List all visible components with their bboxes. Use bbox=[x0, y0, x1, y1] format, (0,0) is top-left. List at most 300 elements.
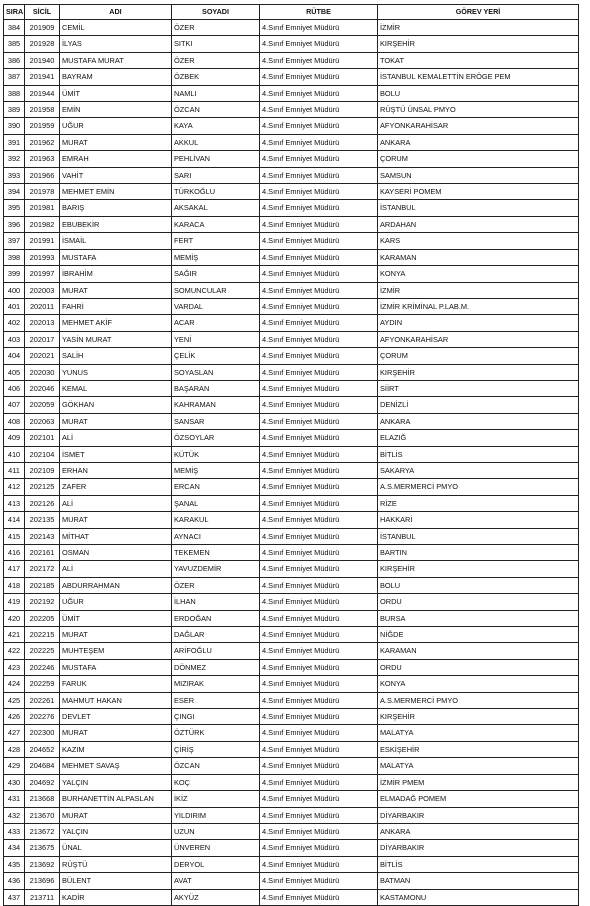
sira-cell: 420 bbox=[4, 610, 25, 626]
header-soyadi: SOYADI bbox=[172, 5, 260, 20]
sira-cell: 397 bbox=[4, 233, 25, 249]
gorev-yeri-cell: TOKAT bbox=[378, 52, 579, 68]
gorev-yeri-cell: İSTANBUL KEMALETTİN ERÖGE PEM bbox=[378, 69, 579, 85]
sicil-cell: 201958 bbox=[25, 102, 60, 118]
sira-cell: 437 bbox=[4, 889, 25, 905]
table-row bbox=[4, 380, 579, 396]
gorev-yeri-cell: DİYARBAKIR bbox=[378, 807, 579, 823]
sicil-cell: 202046 bbox=[25, 380, 60, 396]
table-row bbox=[4, 184, 579, 200]
table-row bbox=[4, 413, 579, 429]
soyadi-cell: DERYOL bbox=[172, 856, 260, 872]
adi-cell: GÖKHAN bbox=[60, 397, 172, 413]
rutbe-cell: 4.Sınıf Emniyet Müdürü bbox=[260, 315, 378, 331]
soyadi-cell: ÇINGI bbox=[172, 709, 260, 725]
table-row bbox=[4, 643, 579, 659]
soyadi-cell: AKSAKAL bbox=[172, 200, 260, 216]
adi-cell: MURAT bbox=[60, 413, 172, 429]
sicil-cell: 201997 bbox=[25, 266, 60, 282]
soyadi-cell: AVAT bbox=[172, 873, 260, 889]
soyadi-cell: DAĞLAR bbox=[172, 627, 260, 643]
table-row bbox=[4, 233, 579, 249]
sicil-cell: 202017 bbox=[25, 331, 60, 347]
gorev-yeri-cell: ANKARA bbox=[378, 823, 579, 839]
adi-cell: MURAT bbox=[60, 725, 172, 741]
rutbe-cell: 4.Sınıf Emniyet Müdürü bbox=[260, 249, 378, 265]
table-row bbox=[4, 462, 579, 478]
rutbe-cell: 4.Sınıf Emniyet Müdürü bbox=[260, 495, 378, 511]
table-row bbox=[4, 495, 579, 511]
adi-cell: İSMET bbox=[60, 446, 172, 462]
adi-cell: BARIŞ bbox=[60, 200, 172, 216]
soyadi-cell: ACAR bbox=[172, 315, 260, 331]
sira-cell: 410 bbox=[4, 446, 25, 462]
gorev-yeri-cell: ANKARA bbox=[378, 413, 579, 429]
sicil-cell: 201909 bbox=[25, 20, 60, 36]
sira-cell: 389 bbox=[4, 102, 25, 118]
rutbe-cell: 4.Sınıf Emniyet Müdürü bbox=[260, 462, 378, 478]
table-row bbox=[4, 20, 579, 36]
adi-cell: MURAT bbox=[60, 627, 172, 643]
sicil-cell: 201928 bbox=[25, 36, 60, 52]
rutbe-cell: 4.Sınıf Emniyet Müdürü bbox=[260, 102, 378, 118]
adi-cell: EBUBEKİR bbox=[60, 216, 172, 232]
sicil-cell: 202259 bbox=[25, 676, 60, 692]
adi-cell: MURAT bbox=[60, 807, 172, 823]
sicil-cell: 202225 bbox=[25, 643, 60, 659]
gorev-yeri-cell: ORDU bbox=[378, 594, 579, 610]
soyadi-cell: NAMLI bbox=[172, 85, 260, 101]
sicil-cell: 202161 bbox=[25, 545, 60, 561]
gorev-yeri-cell: AFYONKARAHİSAR bbox=[378, 331, 579, 347]
soyadi-cell: ÖZCAN bbox=[172, 102, 260, 118]
rutbe-cell: 4.Sınıf Emniyet Müdürü bbox=[260, 36, 378, 52]
sicil-cell: 201981 bbox=[25, 200, 60, 216]
table-row bbox=[4, 512, 579, 528]
table-row bbox=[4, 397, 579, 413]
sira-cell: 408 bbox=[4, 413, 25, 429]
soyadi-cell: SITKI bbox=[172, 36, 260, 52]
sicil-cell: 202059 bbox=[25, 397, 60, 413]
sicil-cell: 213668 bbox=[25, 791, 60, 807]
gorev-yeri-cell: ELAZIĞ bbox=[378, 430, 579, 446]
sira-cell: 409 bbox=[4, 430, 25, 446]
table-row bbox=[4, 528, 579, 544]
sicil-cell: 202261 bbox=[25, 692, 60, 708]
sira-cell: 401 bbox=[4, 298, 25, 314]
soyadi-cell: PEHLİVAN bbox=[172, 151, 260, 167]
soyadi-cell: TÜRKOĞLU bbox=[172, 184, 260, 200]
gorev-yeri-cell: DENİZLİ bbox=[378, 397, 579, 413]
rutbe-cell: 4.Sınıf Emniyet Müdürü bbox=[260, 758, 378, 774]
gorev-yeri-cell: BİTLİS bbox=[378, 856, 579, 872]
soyadi-cell: SARI bbox=[172, 167, 260, 183]
table-row bbox=[4, 167, 579, 183]
adi-cell: DEVLET bbox=[60, 709, 172, 725]
sira-cell: 428 bbox=[4, 741, 25, 757]
sira-cell: 423 bbox=[4, 659, 25, 675]
gorev-yeri-cell: A.S.MERMERCİ PMYO bbox=[378, 692, 579, 708]
rutbe-cell: 4.Sınıf Emniyet Müdürü bbox=[260, 545, 378, 561]
table-row bbox=[4, 823, 579, 839]
adi-cell: MURAT bbox=[60, 282, 172, 298]
gorev-yeri-cell: ÇORUM bbox=[378, 151, 579, 167]
sira-cell: 400 bbox=[4, 282, 25, 298]
adi-cell: VAHİT bbox=[60, 167, 172, 183]
gorev-yeri-cell: ESKİŞEHİR bbox=[378, 741, 579, 757]
gorev-yeri-cell: DİYARBAKIR bbox=[378, 840, 579, 856]
adi-cell: ABDURRAHMAN bbox=[60, 577, 172, 593]
table-row bbox=[4, 840, 579, 856]
sicil-cell: 213711 bbox=[25, 889, 60, 905]
sira-cell: 422 bbox=[4, 643, 25, 659]
adi-cell: MEHMET EMİN bbox=[60, 184, 172, 200]
sicil-cell: 202021 bbox=[25, 348, 60, 364]
rutbe-cell: 4.Sınıf Emniyet Müdürü bbox=[260, 348, 378, 364]
adi-cell: ALİ bbox=[60, 430, 172, 446]
table-row bbox=[4, 69, 579, 85]
gorev-yeri-cell: KIRŞEHİR bbox=[378, 364, 579, 380]
sicil-cell: 202030 bbox=[25, 364, 60, 380]
soyadi-cell: KAYA bbox=[172, 118, 260, 134]
sicil-cell: 201959 bbox=[25, 118, 60, 134]
sira-cell: 385 bbox=[4, 36, 25, 52]
soyadi-cell: UZUN bbox=[172, 823, 260, 839]
rutbe-cell: 4.Sınıf Emniyet Müdürü bbox=[260, 823, 378, 839]
soyadi-cell: BAŞARAN bbox=[172, 380, 260, 396]
header-sira: SIRA bbox=[4, 5, 25, 20]
rutbe-cell: 4.Sınıf Emniyet Müdürü bbox=[260, 413, 378, 429]
sicil-cell: 201966 bbox=[25, 167, 60, 183]
rutbe-cell: 4.Sınıf Emniyet Müdürü bbox=[260, 118, 378, 134]
gorev-yeri-cell: SAKARYA bbox=[378, 462, 579, 478]
table-row bbox=[4, 807, 579, 823]
gorev-yeri-cell: BARTIN bbox=[378, 545, 579, 561]
sira-cell: 399 bbox=[4, 266, 25, 282]
soyadi-cell: ÖZCAN bbox=[172, 758, 260, 774]
table-row bbox=[4, 36, 579, 52]
adi-cell: MURAT bbox=[60, 134, 172, 150]
rutbe-cell: 4.Sınıf Emniyet Müdürü bbox=[260, 873, 378, 889]
rutbe-cell: 4.Sınıf Emniyet Müdürü bbox=[260, 134, 378, 150]
rutbe-cell: 4.Sınıf Emniyet Müdürü bbox=[260, 807, 378, 823]
table-row bbox=[4, 200, 579, 216]
sira-cell: 419 bbox=[4, 594, 25, 610]
header-adi: ADI bbox=[60, 5, 172, 20]
table-row bbox=[4, 266, 579, 282]
adi-cell: MAHMUT HAKAN bbox=[60, 692, 172, 708]
rutbe-cell: 4.Sınıf Emniyet Müdürü bbox=[260, 364, 378, 380]
soyadi-cell: ÖZER bbox=[172, 20, 260, 36]
gorev-yeri-cell: KARAMAN bbox=[378, 643, 579, 659]
adi-cell: ALİ bbox=[60, 561, 172, 577]
adi-cell: YASİN MURAT bbox=[60, 331, 172, 347]
rutbe-cell: 4.Sınıf Emniyet Müdürü bbox=[260, 479, 378, 495]
sicil-cell: 201978 bbox=[25, 184, 60, 200]
header-rutbe: RÜTBE bbox=[260, 5, 378, 20]
sira-cell: 415 bbox=[4, 528, 25, 544]
rutbe-cell: 4.Sınıf Emniyet Müdürü bbox=[260, 889, 378, 905]
rutbe-cell: 4.Sınıf Emniyet Müdürü bbox=[260, 446, 378, 462]
rutbe-cell: 4.Sınıf Emniyet Müdürü bbox=[260, 331, 378, 347]
sicil-cell: 213675 bbox=[25, 840, 60, 856]
sicil-cell: 202125 bbox=[25, 479, 60, 495]
soyadi-cell: MEMİŞ bbox=[172, 462, 260, 478]
adi-cell: ZAFER bbox=[60, 479, 172, 495]
soyadi-cell: SOYASLAN bbox=[172, 364, 260, 380]
adi-cell: ÜMİT bbox=[60, 85, 172, 101]
sicil-cell: 202276 bbox=[25, 709, 60, 725]
sira-cell: 392 bbox=[4, 151, 25, 167]
adi-cell: FAHRİ bbox=[60, 298, 172, 314]
gorev-yeri-cell: BİTLİS bbox=[378, 446, 579, 462]
soyadi-cell: KARAKUL bbox=[172, 512, 260, 528]
table-row bbox=[4, 282, 579, 298]
soyadi-cell: KAHRAMAN bbox=[172, 397, 260, 413]
rutbe-cell: 4.Sınıf Emniyet Müdürü bbox=[260, 200, 378, 216]
sicil-cell: 202172 bbox=[25, 561, 60, 577]
adi-cell: İLYAS bbox=[60, 36, 172, 52]
table-row bbox=[4, 676, 579, 692]
soyadi-cell: ARİFOĞLU bbox=[172, 643, 260, 659]
sira-cell: 417 bbox=[4, 561, 25, 577]
soyadi-cell: KOÇ bbox=[172, 774, 260, 790]
sicil-cell: 202205 bbox=[25, 610, 60, 626]
table-row bbox=[4, 725, 579, 741]
adi-cell: ÜNAL bbox=[60, 840, 172, 856]
sira-cell: 404 bbox=[4, 348, 25, 364]
sicil-cell: 202300 bbox=[25, 725, 60, 741]
adi-cell: MEHMET AKİF bbox=[60, 315, 172, 331]
rutbe-cell: 4.Sınıf Emniyet Müdürü bbox=[260, 266, 378, 282]
table-row bbox=[4, 627, 579, 643]
adi-cell: ÜMİT bbox=[60, 610, 172, 626]
rutbe-cell: 4.Sınıf Emniyet Müdürü bbox=[260, 774, 378, 790]
table-row bbox=[4, 791, 579, 807]
gorev-yeri-cell: İZMİR bbox=[378, 20, 579, 36]
rutbe-cell: 4.Sınıf Emniyet Müdürü bbox=[260, 577, 378, 593]
adi-cell: YUNUS bbox=[60, 364, 172, 380]
gorev-yeri-cell: ARDAHAN bbox=[378, 216, 579, 232]
soyadi-cell: VARDAL bbox=[172, 298, 260, 314]
sira-cell: 412 bbox=[4, 479, 25, 495]
soyadi-cell: YENİ bbox=[172, 331, 260, 347]
rutbe-cell: 4.Sınıf Emniyet Müdürü bbox=[260, 627, 378, 643]
table-row bbox=[4, 249, 579, 265]
sira-cell: 405 bbox=[4, 364, 25, 380]
rutbe-cell: 4.Sınıf Emniyet Müdürü bbox=[260, 791, 378, 807]
soyadi-cell: AKKUL bbox=[172, 134, 260, 150]
soyadi-cell: DÖNMEZ bbox=[172, 659, 260, 675]
gorev-yeri-cell: KONYA bbox=[378, 266, 579, 282]
adi-cell: BURHANETTİN ALPASLAN bbox=[60, 791, 172, 807]
gorev-yeri-cell: İZMİR KRİMİNAL P.LAB.M. bbox=[378, 298, 579, 314]
table-row bbox=[4, 873, 579, 889]
sicil-cell: 204692 bbox=[25, 774, 60, 790]
sira-cell: 434 bbox=[4, 840, 25, 856]
adi-cell: SALİH bbox=[60, 348, 172, 364]
rutbe-cell: 4.Sınıf Emniyet Müdürü bbox=[260, 380, 378, 396]
gorev-yeri-cell: İZMİR bbox=[378, 282, 579, 298]
table-row bbox=[4, 610, 579, 626]
gorev-yeri-cell: BURSA bbox=[378, 610, 579, 626]
sicil-cell: 201963 bbox=[25, 151, 60, 167]
gorev-yeri-cell: KIRŞEHİR bbox=[378, 36, 579, 52]
sira-cell: 424 bbox=[4, 676, 25, 692]
soyadi-cell: SANSAR bbox=[172, 413, 260, 429]
table-row bbox=[4, 577, 579, 593]
adi-cell: MURAT bbox=[60, 512, 172, 528]
gorev-yeri-cell: RÜŞTÜ ÜNSAL PMYO bbox=[378, 102, 579, 118]
adi-cell: KAZIM bbox=[60, 741, 172, 757]
gorev-yeri-cell: A.S.MERMERCİ PMYO bbox=[378, 479, 579, 495]
table-row bbox=[4, 889, 579, 905]
table-row bbox=[4, 741, 579, 757]
table-row bbox=[4, 216, 579, 232]
sicil-cell: 201993 bbox=[25, 249, 60, 265]
rutbe-cell: 4.Sınıf Emniyet Müdürü bbox=[260, 676, 378, 692]
sira-cell: 396 bbox=[4, 216, 25, 232]
sira-cell: 418 bbox=[4, 577, 25, 593]
soyadi-cell: SAĞIR bbox=[172, 266, 260, 282]
sira-cell: 429 bbox=[4, 758, 25, 774]
sira-cell: 406 bbox=[4, 380, 25, 396]
rutbe-cell: 4.Sınıf Emniyet Müdürü bbox=[260, 430, 378, 446]
adi-cell: YALÇIN bbox=[60, 774, 172, 790]
soyadi-cell: ÖZBEK bbox=[172, 69, 260, 85]
rutbe-cell: 4.Sınıf Emniyet Müdürü bbox=[260, 709, 378, 725]
adi-cell: MUSTAFA bbox=[60, 659, 172, 675]
soyadi-cell: ÇELİK bbox=[172, 348, 260, 364]
sicil-cell: 213670 bbox=[25, 807, 60, 823]
table-row bbox=[4, 118, 579, 134]
sira-cell: 432 bbox=[4, 807, 25, 823]
sira-cell: 403 bbox=[4, 331, 25, 347]
sira-cell: 387 bbox=[4, 69, 25, 85]
table-row bbox=[4, 364, 579, 380]
adi-cell: MUSTAFA bbox=[60, 249, 172, 265]
rutbe-cell: 4.Sınıf Emniyet Müdürü bbox=[260, 282, 378, 298]
soyadi-cell: SOMUNCULAR bbox=[172, 282, 260, 298]
table-row bbox=[4, 298, 579, 314]
sicil-cell: 204684 bbox=[25, 758, 60, 774]
rutbe-cell: 4.Sınıf Emniyet Müdürü bbox=[260, 233, 378, 249]
table-row bbox=[4, 102, 579, 118]
gorev-yeri-cell: HAKKARİ bbox=[378, 512, 579, 528]
gorev-yeri-cell: KAYSERİ POMEM bbox=[378, 184, 579, 200]
gorev-yeri-cell: SAMSUN bbox=[378, 167, 579, 183]
adi-cell: ALİ bbox=[60, 495, 172, 511]
gorev-yeri-cell: BATMAN bbox=[378, 873, 579, 889]
table-row bbox=[4, 52, 579, 68]
rutbe-cell: 4.Sınıf Emniyet Müdürü bbox=[260, 856, 378, 872]
rutbe-cell: 4.Sınıf Emniyet Müdürü bbox=[260, 85, 378, 101]
header-sicil: SİCİL bbox=[25, 5, 60, 20]
soyadi-cell: ERCAN bbox=[172, 479, 260, 495]
table-header bbox=[4, 5, 579, 20]
adi-cell: MİTHAT bbox=[60, 528, 172, 544]
rutbe-cell: 4.Sınıf Emniyet Müdürü bbox=[260, 840, 378, 856]
sira-cell: 413 bbox=[4, 495, 25, 511]
adi-cell: BAYRAM bbox=[60, 69, 172, 85]
sicil-cell: 213672 bbox=[25, 823, 60, 839]
sicil-cell: 201991 bbox=[25, 233, 60, 249]
sicil-cell: 202101 bbox=[25, 430, 60, 446]
soyadi-cell: AKYÜZ bbox=[172, 889, 260, 905]
sicil-cell: 201940 bbox=[25, 52, 60, 68]
table-body bbox=[4, 20, 579, 906]
gorev-yeri-cell: ORDU bbox=[378, 659, 579, 675]
sira-cell: 390 bbox=[4, 118, 25, 134]
sira-cell: 411 bbox=[4, 462, 25, 478]
rutbe-cell: 4.Sınıf Emniyet Müdürü bbox=[260, 20, 378, 36]
gorev-yeri-cell: AYDIN bbox=[378, 315, 579, 331]
adi-cell: KEMAL bbox=[60, 380, 172, 396]
rutbe-cell: 4.Sınıf Emniyet Müdürü bbox=[260, 643, 378, 659]
gorev-yeri-cell: ELMADAĞ POMEM bbox=[378, 791, 579, 807]
sira-cell: 430 bbox=[4, 774, 25, 790]
sira-cell: 436 bbox=[4, 873, 25, 889]
adi-cell: UĞUR bbox=[60, 118, 172, 134]
adi-cell: MEHMET SAVAŞ bbox=[60, 758, 172, 774]
gorev-yeri-cell: KIRŞEHİR bbox=[378, 561, 579, 577]
soyadi-cell: FERT bbox=[172, 233, 260, 249]
sira-cell: 414 bbox=[4, 512, 25, 528]
adi-cell: FARUK bbox=[60, 676, 172, 692]
adi-cell: EMRAH bbox=[60, 151, 172, 167]
sicil-cell: 202215 bbox=[25, 627, 60, 643]
gorev-yeri-cell: MALATYA bbox=[378, 758, 579, 774]
table-row bbox=[4, 561, 579, 577]
sira-cell: 391 bbox=[4, 134, 25, 150]
soyadi-cell: İKİZ bbox=[172, 791, 260, 807]
soyadi-cell: MIZIRAK bbox=[172, 676, 260, 692]
sicil-cell: 202135 bbox=[25, 512, 60, 528]
rutbe-cell: 4.Sınıf Emniyet Müdürü bbox=[260, 184, 378, 200]
sira-cell: 433 bbox=[4, 823, 25, 839]
sicil-cell: 202192 bbox=[25, 594, 60, 610]
sira-cell: 426 bbox=[4, 709, 25, 725]
personnel-table bbox=[3, 4, 579, 906]
rutbe-cell: 4.Sınıf Emniyet Müdürü bbox=[260, 659, 378, 675]
soyadi-cell: İLHAN bbox=[172, 594, 260, 610]
adi-cell: UĞUR bbox=[60, 594, 172, 610]
sicil-cell: 201944 bbox=[25, 85, 60, 101]
rutbe-cell: 4.Sınıf Emniyet Müdürü bbox=[260, 741, 378, 757]
gorev-yeri-cell: NİĞDE bbox=[378, 627, 579, 643]
adi-cell: ERHAN bbox=[60, 462, 172, 478]
sira-cell: 388 bbox=[4, 85, 25, 101]
sira-cell: 416 bbox=[4, 545, 25, 561]
sicil-cell: 202143 bbox=[25, 528, 60, 544]
sicil-cell: 202104 bbox=[25, 446, 60, 462]
soyadi-cell: KÜTÜK bbox=[172, 446, 260, 462]
table-row bbox=[4, 331, 579, 347]
table-row bbox=[4, 709, 579, 725]
sicil-cell: 202063 bbox=[25, 413, 60, 429]
rutbe-cell: 4.Sınıf Emniyet Müdürü bbox=[260, 151, 378, 167]
sicil-cell: 202185 bbox=[25, 577, 60, 593]
sira-cell: 386 bbox=[4, 52, 25, 68]
sira-cell: 407 bbox=[4, 397, 25, 413]
soyadi-cell: ERDOĞAN bbox=[172, 610, 260, 626]
sira-cell: 425 bbox=[4, 692, 25, 708]
soyadi-cell: ESER bbox=[172, 692, 260, 708]
gorev-yeri-cell: ANKARA bbox=[378, 134, 579, 150]
gorev-yeri-cell: MALATYA bbox=[378, 725, 579, 741]
soyadi-cell: ÖZSOYLAR bbox=[172, 430, 260, 446]
adi-cell: EMİN bbox=[60, 102, 172, 118]
